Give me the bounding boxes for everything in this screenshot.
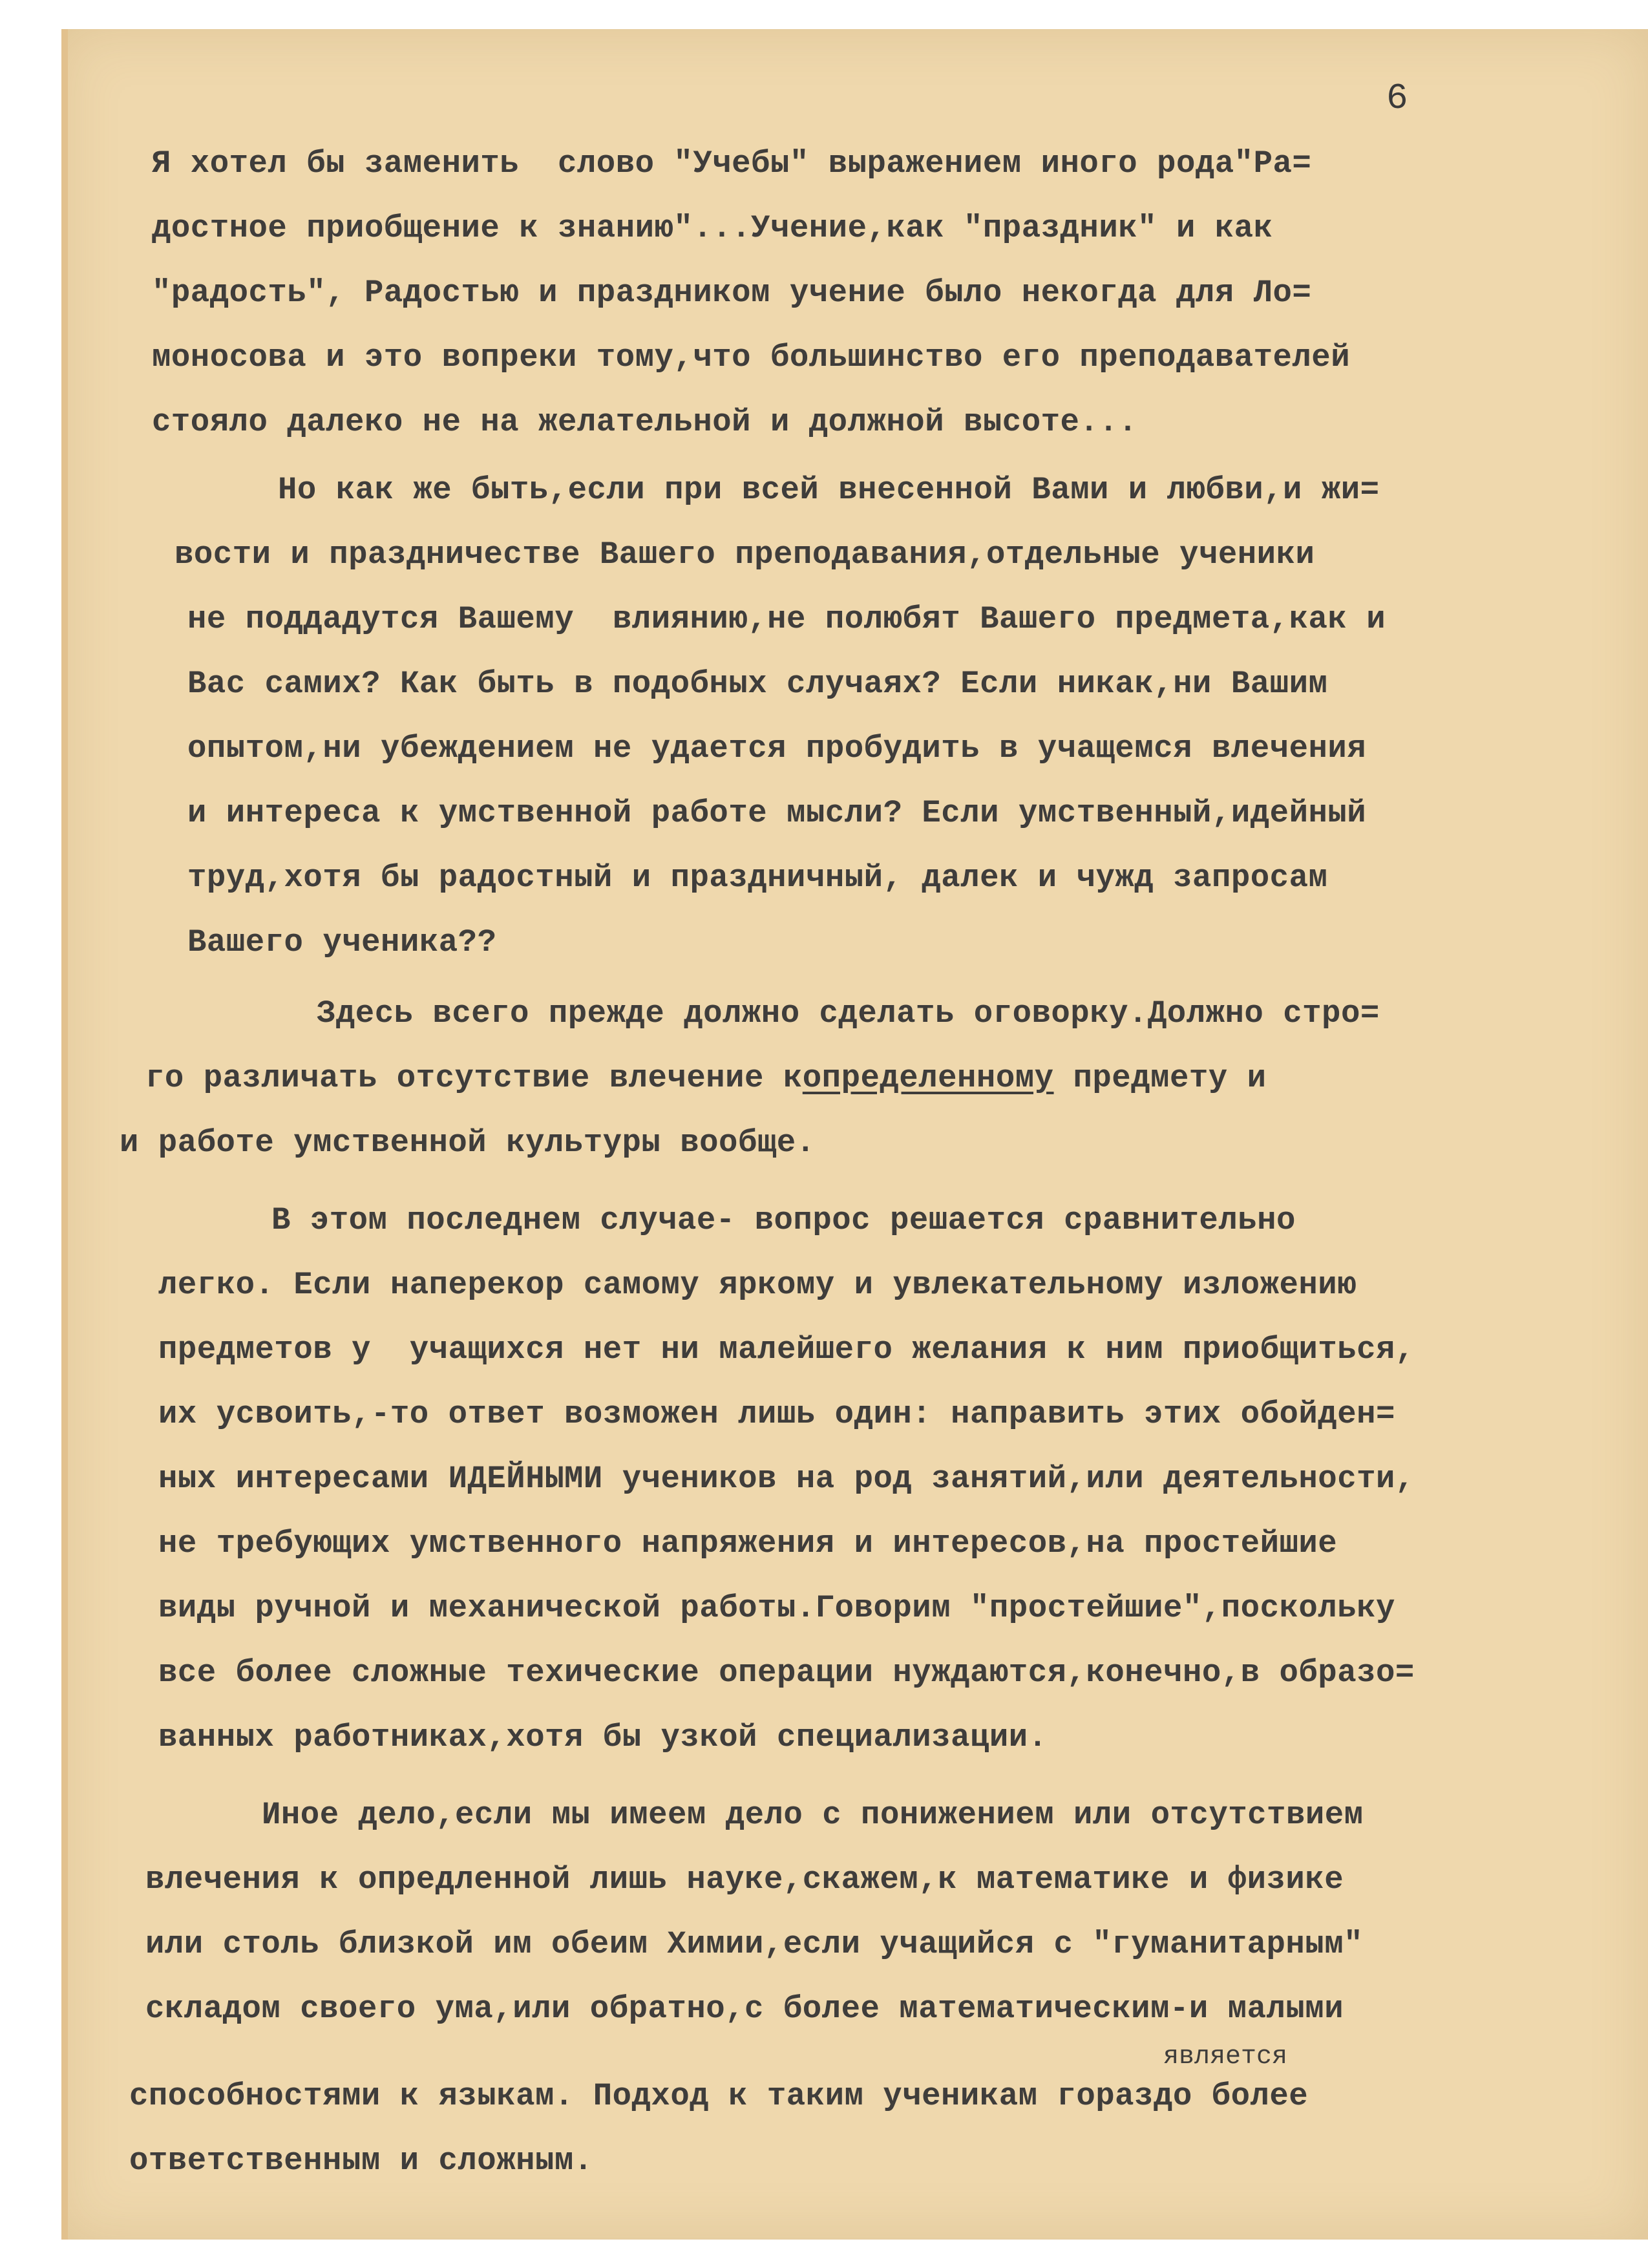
text-line: Вашего ученика?? [187, 924, 497, 960]
text-fragment: предмету и [1073, 1060, 1267, 1096]
text-line: или столь близкой им обеим Химии,если учащийся с "гуманитарным" [145, 1926, 1364, 1962]
text-line: моносова и это вопреки тому,что большинство его преподавателей [152, 339, 1351, 376]
text-line [145, 1060, 1267, 1096]
text-line: Вас самих? Как быть в подобных случаях? Если никак,ни Вашим [187, 666, 1328, 702]
text-line: не поддадутся Вашему влиянию,не полюбят Вашего предмета,как и [187, 601, 1386, 637]
text-line: Здесь всего прежде должно сделать оговорку.Должно стро= [317, 995, 1380, 1032]
text-line: способностями к языкам. Подход к таким ученикам гораздо более [129, 2078, 1309, 2114]
text-line: достное приобщение к знанию"...Учение,как "праздник" и как [152, 210, 1273, 246]
sheet-edge [61, 29, 68, 2240]
text-line: и интереса к умственной работе мысли? Если умственный,идейный [187, 795, 1367, 831]
text-line: Я хотел бы заменить слово "Учебы" выражением иного рода"Ра= [152, 145, 1312, 182]
text-line: все более сложные техические операции нуждаются,конечно,в образо= [158, 1655, 1415, 1691]
underlined-word: определенному [802, 1060, 1054, 1096]
text-line: Но как же быть,если при всей внесенной Вами и любви,и жи= [278, 472, 1380, 508]
text-line: виды ручной и механической работы.Говорим "простейшие",поскольку [158, 1590, 1395, 1626]
text-line: и работе умственной культуры вообще. [120, 1125, 816, 1161]
text-fragment: го различать отсутствие влечение к [145, 1060, 803, 1096]
text-line: не требующих умственного напряжения и интересов,на простейшие [158, 1525, 1338, 1562]
text-line: Иное дело,если мы имеем дело с понижением или отсутствием [262, 1797, 1364, 1833]
text-line: "радость", Радостью и праздником учение было некогда для Ло= [152, 275, 1312, 311]
text-line: легко. Если наперекор самому яркому и увлекательному изложению [158, 1267, 1357, 1303]
text-line: труд,хотя бы радостный и праздничный, далек и чужд запросам [187, 860, 1328, 896]
text-line: складом своего ума,или обратно,с более математическим-и малыми [145, 1991, 1344, 2027]
interlinear-insertion: является [1163, 2042, 1288, 2072]
text-line: предметов у учащихся нет ни малейшего желания к ним приобщиться, [158, 1331, 1415, 1368]
text-line: стояло далеко не на желательной и должной высоте... [152, 404, 1138, 440]
text-line: их усвоить,-то ответ возможен лишь один: направить этих обойден= [158, 1396, 1395, 1432]
text-line: В этом последнем случае- вопрос решается сравнительно [271, 1202, 1296, 1238]
text-line: ванных работниках,хотя бы узкой специализации. [158, 1719, 1048, 1755]
text-line: влечения к опредленной лишь науке,скажем,к математике и физике [145, 1861, 1344, 1898]
page-number: 6 [1386, 78, 1408, 119]
text-line: ответственным и сложным. [129, 2143, 593, 2179]
text-line: ных интересами ИДЕЙНЫМИ учеников на род занятий,или деятельности, [158, 1461, 1415, 1497]
text-line: опытом,ни убеждением не удается пробудить в учащемся влечения [187, 730, 1367, 767]
text-line: вости и праздничестве Вашего преподавания,отдельные ученики [174, 536, 1315, 573]
